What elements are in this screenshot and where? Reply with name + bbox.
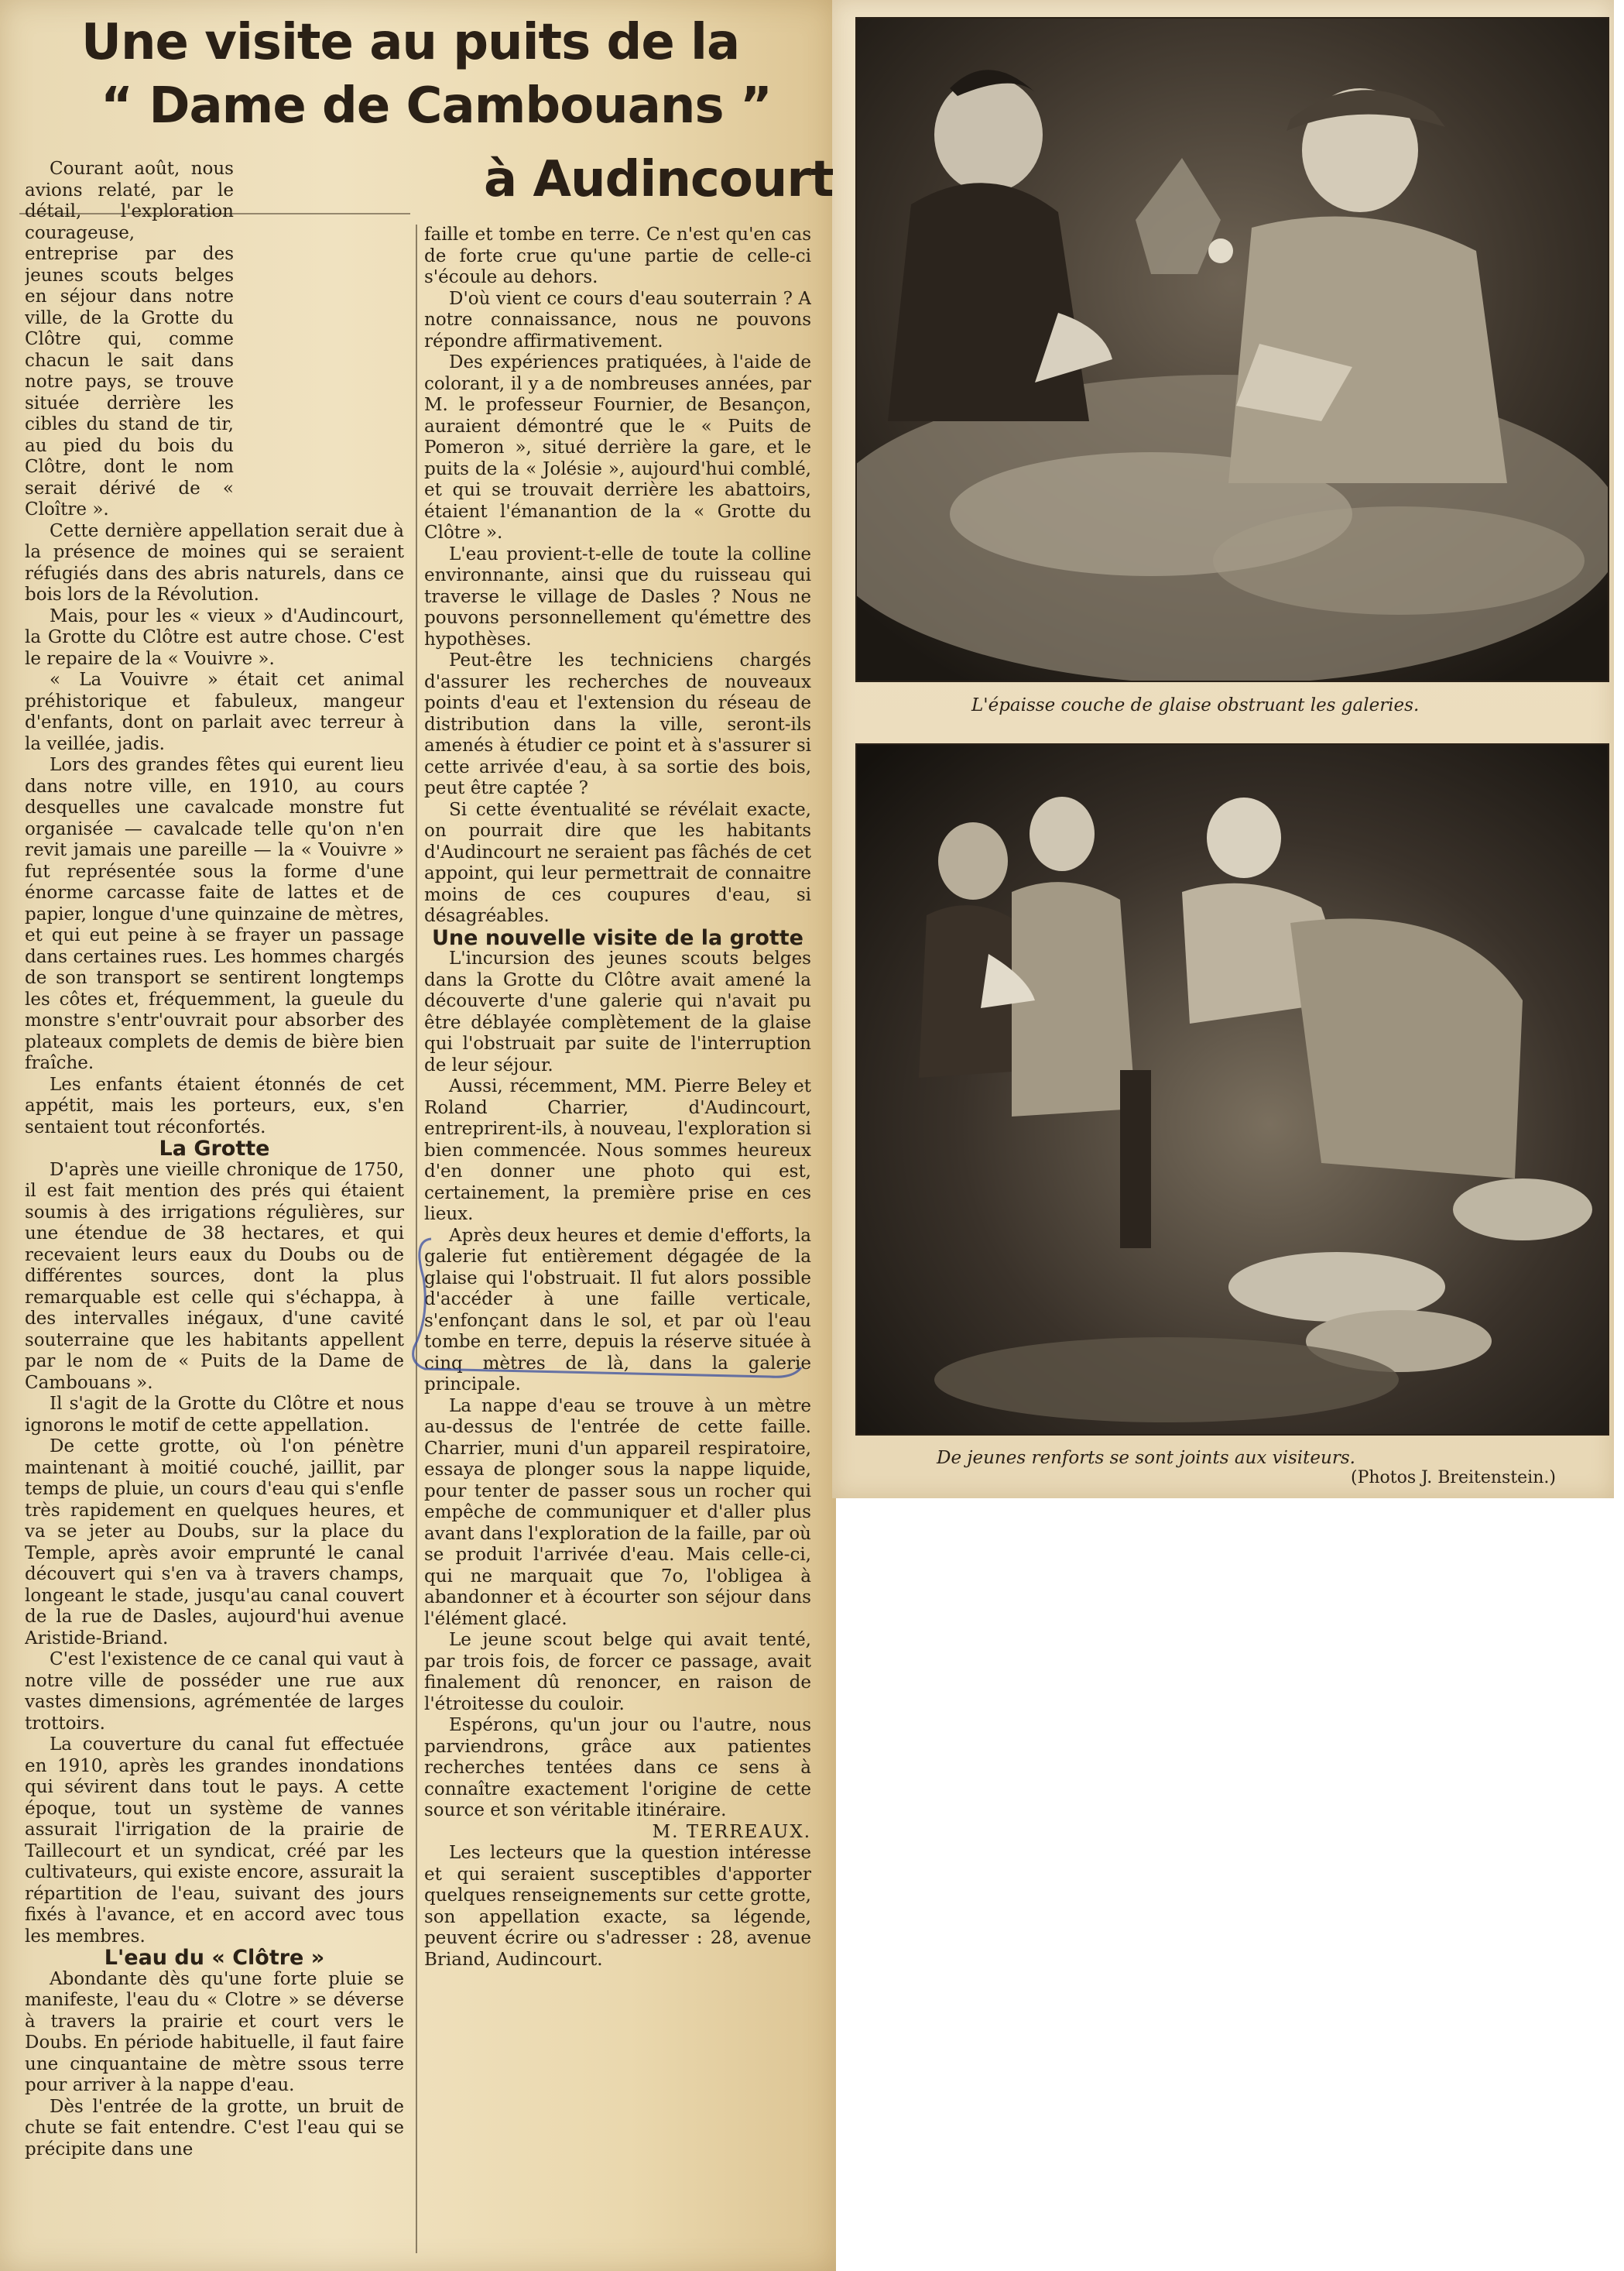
paragraph: Le jeune scout belge qui avait tenté, par trois fois, de forcer ce passage, avait finalement dû renoncer, en raison de l'étroitesse du couloir. [424, 1630, 811, 1714]
article-column-1 [25, 159, 404, 2249]
paragraph: Les enfants étaient étonnés de cet appétit, mais les porteurs, eux, s'en sentaient tout réconfortés. [25, 1074, 404, 1137]
paragraph: De cette grotte, où l'on pénètre maintenant à moitié couché, jaillit, par temps de pluie, un cours d'eau qui s'enfle très rapidement en quelques heures, et va se jeter au Doubs, sur la place du Temple, après avoir emprunté le canal découvert qui s'en va à travers champs, longeant le stade, jusqu'au canal couvert de la rue de Dasles, aujourd'hui avenue Aristide-Briand. [25, 1436, 404, 1648]
paragraph: Il s'agit de la Grotte du Clôtre et nous ignorons le motif de cette appellation. [25, 1394, 404, 1436]
paragraph: « La Vouivre » était cet animal préhistorique et fabuleux, mangeur d'enfants, dont on parlait avec terreur à la veillée, jadis. [25, 670, 404, 754]
paragraph: Les lecteurs que la question intéresse et qui seraient susceptibles d'apporter quelques renseignements sur cette grotte, son appellation exacte, sa légende, peuvent écrire ou s'adresser : 28, avenue Briand, Audincourt. [424, 1843, 811, 1970]
paragraph: faille et tombe en terre. Ce n'est qu'en cas de forte crue qu'une partie de celle-ci s'écoule au dehors. [424, 225, 811, 287]
cave-photo-2 [857, 745, 1608, 1434]
paragraph: La couverture du canal fut effectuée en 1910, après les grandes inondations qui sévirent dans tout le pays. A cette époque, tout un système de vannes assurait l'irrigation de la prairie de Taillecourt et un syndicat, créé par les cultivateurs, qui existe encore, assurait la répartition de l'eau, suivant des jours fixés à l'avance, et en accord avec tous les membres. [25, 1734, 404, 1947]
author-signature: M. TERREAUX. [652, 1821, 811, 1842]
paragraph: La nappe d'eau se trouve à un mètre au-dessus de l'entrée de cette faille. Charrier, muni d'un appareil respiratoire, essaya de plonger sous la nappe liquide, pour tenter de passer sous un rocher qui empêche de communiquer et d'aller plus avant dans l'exploration de la faille, par où se produit l'arrivée d'eau. Mais celle-ci, qui ne marquait que 7o, l'obligea à abandonner et à écourter son séjour dans l'élément glacé. [424, 1395, 811, 1629]
paragraph: D'après une vieille chronique de 1750, il est fait mention des prés qui étaient soumis à des irrigations régulières, sur une étendue de 38 hectares, et qui recevaient leurs eaux du Doubs ou de différentes sources, dont la plus remarquable est celle qui s'échappa, à des intervalles inégaux, d'une cavité souterraine que les habitants appellent par le nom de « Puits de la Dame de Cambouans ». [25, 1159, 404, 1393]
paragraph: Cette dernière appellation serait due à la présence de moines qui se seraient réfugiés dans des abris naturels, dans ce bois lors de la Révolution. [25, 520, 404, 605]
paragraph: Peut-être les techniciens chargés d'assurer les recherches de nouveaux points d'eau et l'extension du réseau de distribution dans la ville, seront-ils amenés à étudier ce point et à s'assurer si cette arrivée d'eau, à sa sortie des bois, peut être captée ? [424, 650, 811, 798]
photo-2-caption: De jeunes renforts se sont joints aux visiteurs. [937, 1448, 1355, 1468]
paragraph: Si cette éventualité se révélait exacte, on pourrait dire que les habitants d'Audincourt ne seraient pas fâchés de cet appoint, qui leur permettrait de connaitre moins de ces coupures d'eau, si désagréables. [424, 799, 811, 926]
paragraph: L'incursion des jeunes scouts belges dans la Grotte du Clôtre avait amené la découverte d'une galerie qui n'avait pu être déblayée complètement de la glaise qui l'obstruait par suite de l'interruption de leur séjour. [424, 949, 811, 1075]
subheading-nouvelle-visite: Une nouvelle visite de la grotte [431, 925, 803, 950]
subheading-eau-du-clotre: L'eau du « Clôtre » [104, 1946, 325, 1970]
paragraph: Lors des grandes fêtes qui eurent lieu dans notre ville, en 1910, au cours desquelles une cavalcade monstre fut organisée — cavalcade telle qu'on n'en revit jamais une pareille — la « Vouivre » fut représentée sous la forme d'une énorme carcasse faite de lattes et de papier, longue d'une quinzaine de mètres, et qui eut peine à se frayer un passage dans certaines rues. Les hommes chargés de son transport se sentirent longtemps les côtes et, fréquemment, la gueule du monstre s'entr'ouvrait pour absorber des plateaux complets de demis de bière bien fraîche. [25, 755, 404, 1073]
paragraph: C'est l'existence de ce canal qui vaut à notre ville de posséder une rue aux vastes dimensions, agrémentée de larges trottoirs. [25, 1649, 404, 1734]
photo-young-reinforcements [855, 743, 1609, 1436]
paragraph: Mais, pour les « vieux » d'Audincourt, la Grotte du Clôtre est autre chose. C'est le repaire de la « Vouivre ». [25, 605, 404, 669]
paragraph: Espérons, qu'un jour ou l'autre, nous parviendrons, grâce aux patientes recherches tentées dans ce sens à connaître exactement l'origine de cette source et son véritable itinéraire. [424, 1715, 811, 1820]
headline-line-2: “ Dame de Cambouans ” [101, 77, 772, 135]
cave-photo-1 [857, 19, 1608, 681]
paragraph: Aussi, récemment, MM. Pierre Beley et Roland Charrier, d'Audincourt, entreprirent-ils, à nouveau, l'exploration si bien commencée. Nous sommes heureux d'en donner une photo qui est, certainement, la première prise en ces lieux. [424, 1076, 811, 1224]
headline-line-3: à Audincourt [484, 151, 834, 208]
paragraph: Dès l'entrée de la grotte, un bruit de chute se fait entendre. C'est l'eau qui se précipite dans une [25, 2096, 404, 2160]
paragraph: Abondante dès qu'une forte pluie se manifeste, l'eau du « Clotre » se déverse à travers la prairie et court vers le Doubs. En période habituelle, il faut faire une cinquantaine de mètre ssous terre pour arriver à la nappe d'eau. [25, 1968, 404, 2095]
subheading-la-grotte: La Grotte [159, 1137, 270, 1161]
photo-clay-galleries [855, 17, 1609, 682]
paragraph: Courant août, nous avions relaté, par le détail, l'exploration courageuse, entreprise par des jeunes scouts belges en séjour dans notre ville, de la Grotte du Clôtre qui, comme chacun le sait dans notre pays, se trouve située derrière les cibles du stand de tir, au pied du bois du Clôtre, dont le nom serait dérivé de « Cloître ». [25, 159, 234, 520]
photo-credit: (Photos J. Breitenstein.) [1351, 1468, 1556, 1487]
photo-1-caption: L'épaisse couche de glaise obstruant les galeries. [971, 695, 1420, 715]
article-column-2 [424, 225, 811, 2253]
headline-line-1: Une visite au puits de la [81, 14, 740, 71]
paragraph: Après deux heures et demie d'efforts, la galerie fut entièrement dégagée de la glaise qui l'obstruait. Il fut alors possible d'accéder à une faille verticale, s'enfonçant dans le sol, et par où l'eau tombe en terre, depuis la réserve située à cinq mètres de là, dans la galerie principale. [424, 1225, 811, 1395]
paragraph: Des expériences pratiquées, à l'aide de colorant, il y a de nombreuses années, par M. le professeur Fournier, de Besançon, auraient démontré que le « Puits de Pomeron », situé derrière la gare, et le puits de la « Jolésie », aujourd'hui comblé, et qui se trouvait derrière les abattoirs, étaient l'émanantion de la « Grotte du Clôtre ». [424, 352, 811, 543]
paragraph: L'eau provient-t-elle de toute la colline environnante, ainsi que du ruisseau qui traverse le village de Dasles ? Nous ne pouvons personnellement qu'émettre des hypothèses. [424, 544, 811, 650]
column-divider-vertical [416, 225, 417, 2253]
paragraph: D'où vient ce cours d'eau souterrain ? A notre connaissance, nous ne pouvons répondre affirmativement. [424, 288, 811, 352]
